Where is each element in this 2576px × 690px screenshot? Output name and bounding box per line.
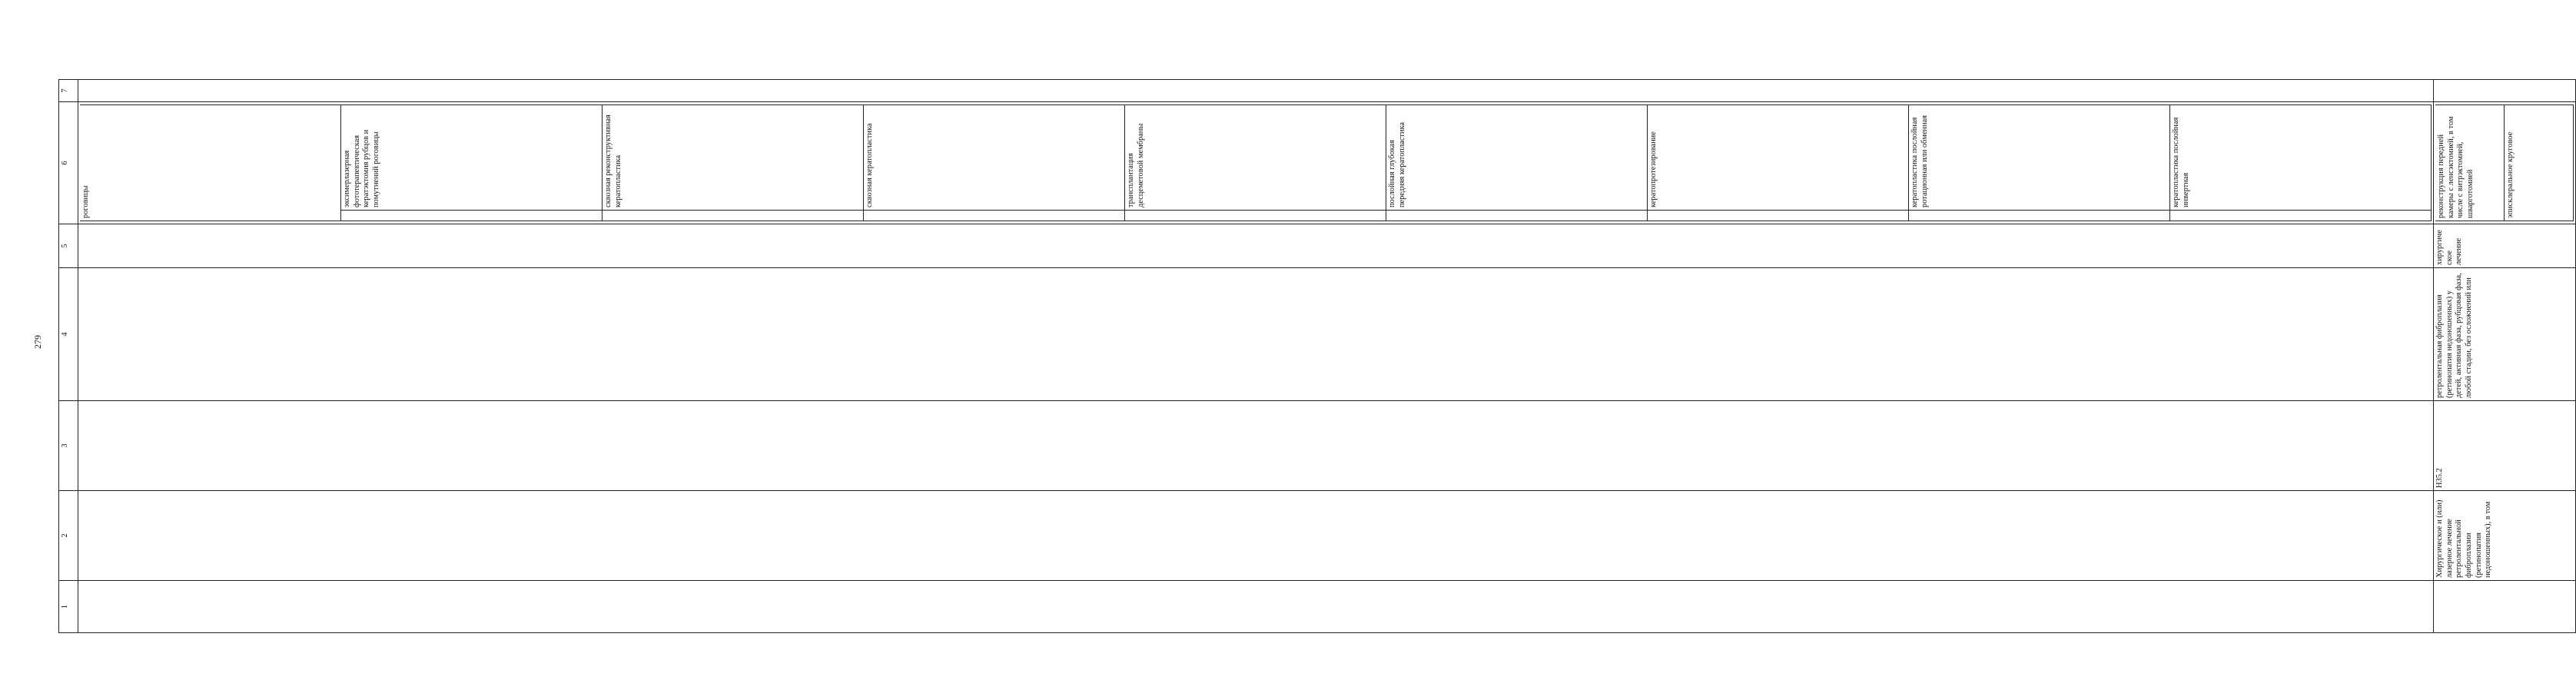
cell-diagnosis: ретролентальная фиброплазия (ретинопатия недоношенных) у детей, активная фаза, рубцовая фаза, любой стадии, без осложнений или [2434, 268, 2576, 401]
list-item [2505, 105, 2574, 221]
list-item [80, 105, 341, 221]
cell-treatment-type: хирургическое лечение [2434, 224, 2576, 268]
procedure-item: роговицы [80, 105, 341, 221]
page-number: 279 [32, 335, 43, 349]
cell-treatment-name: Хирургическое и (или) лазерное лечение ретролентальной фиброплазии (ретинопатия недоношенных), в том [2434, 491, 2576, 581]
header-col-3: 3 [59, 401, 78, 491]
header-col-1: 1 [59, 581, 78, 633]
procedure-item: трансплантация десцеметовой мембраны [1125, 105, 1386, 211]
treatment-table [58, 79, 2576, 633]
header-col-7: 7 [59, 80, 78, 102]
cell-empty [78, 401, 2434, 491]
header-row [59, 80, 78, 633]
procedure-list-cell [78, 102, 2434, 224]
header-col-2: 2 [59, 491, 78, 581]
list-item [1386, 105, 1648, 221]
list-item [2435, 105, 2505, 221]
header-col-6: 6 [59, 102, 78, 224]
list-item [1909, 105, 2170, 221]
list-item [603, 105, 864, 221]
cell-procedures [2434, 102, 2576, 224]
procedure-item: сквозная кератопластика [864, 105, 1125, 211]
cell-icd-code: H35.2 [2434, 401, 2576, 491]
procedure-item: реконструкция передней камеры с ленсэктомией, в том числе с витрэктомией, шварготомией [2435, 105, 2505, 221]
procedure-list [2435, 104, 2574, 221]
cell-empty [78, 581, 2434, 633]
table-row [2434, 80, 2576, 633]
list-item [2170, 105, 2432, 221]
procedure-item: кератопластика послойная инвертная [2170, 105, 2432, 211]
list-item [1125, 105, 1386, 221]
list-item [864, 105, 1125, 221]
procedure-item: сквозная реконструктивная кератопластика [603, 105, 864, 211]
list-item [1648, 105, 1909, 221]
cell-col-7 [2434, 80, 2576, 102]
cell-empty [78, 491, 2434, 581]
procedure-list [80, 104, 2432, 221]
header-col-4: 4 [59, 268, 78, 401]
procedure-item: эписклеральное круговое [2505, 105, 2574, 221]
cell-col-1 [2434, 581, 2576, 633]
cell-empty [78, 224, 2434, 268]
cell-empty [78, 268, 2434, 401]
list-item [341, 105, 603, 221]
header-col-5: 5 [59, 224, 78, 268]
procedure-item: кератопластика послойная ротационная или обменная [1909, 105, 2170, 211]
rotated-table-container [58, 80, 2515, 633]
cell-empty [78, 80, 2434, 102]
procedure-item: послойная глубокая передняя кератопластика [1386, 105, 1648, 211]
procedure-item: эксимерлазерная фототерапевтическая кератэктомия рубцов и помутнений роговицы [341, 105, 603, 211]
continued-row [78, 80, 2434, 633]
procedure-item: кератопротезирование [1648, 105, 1909, 211]
